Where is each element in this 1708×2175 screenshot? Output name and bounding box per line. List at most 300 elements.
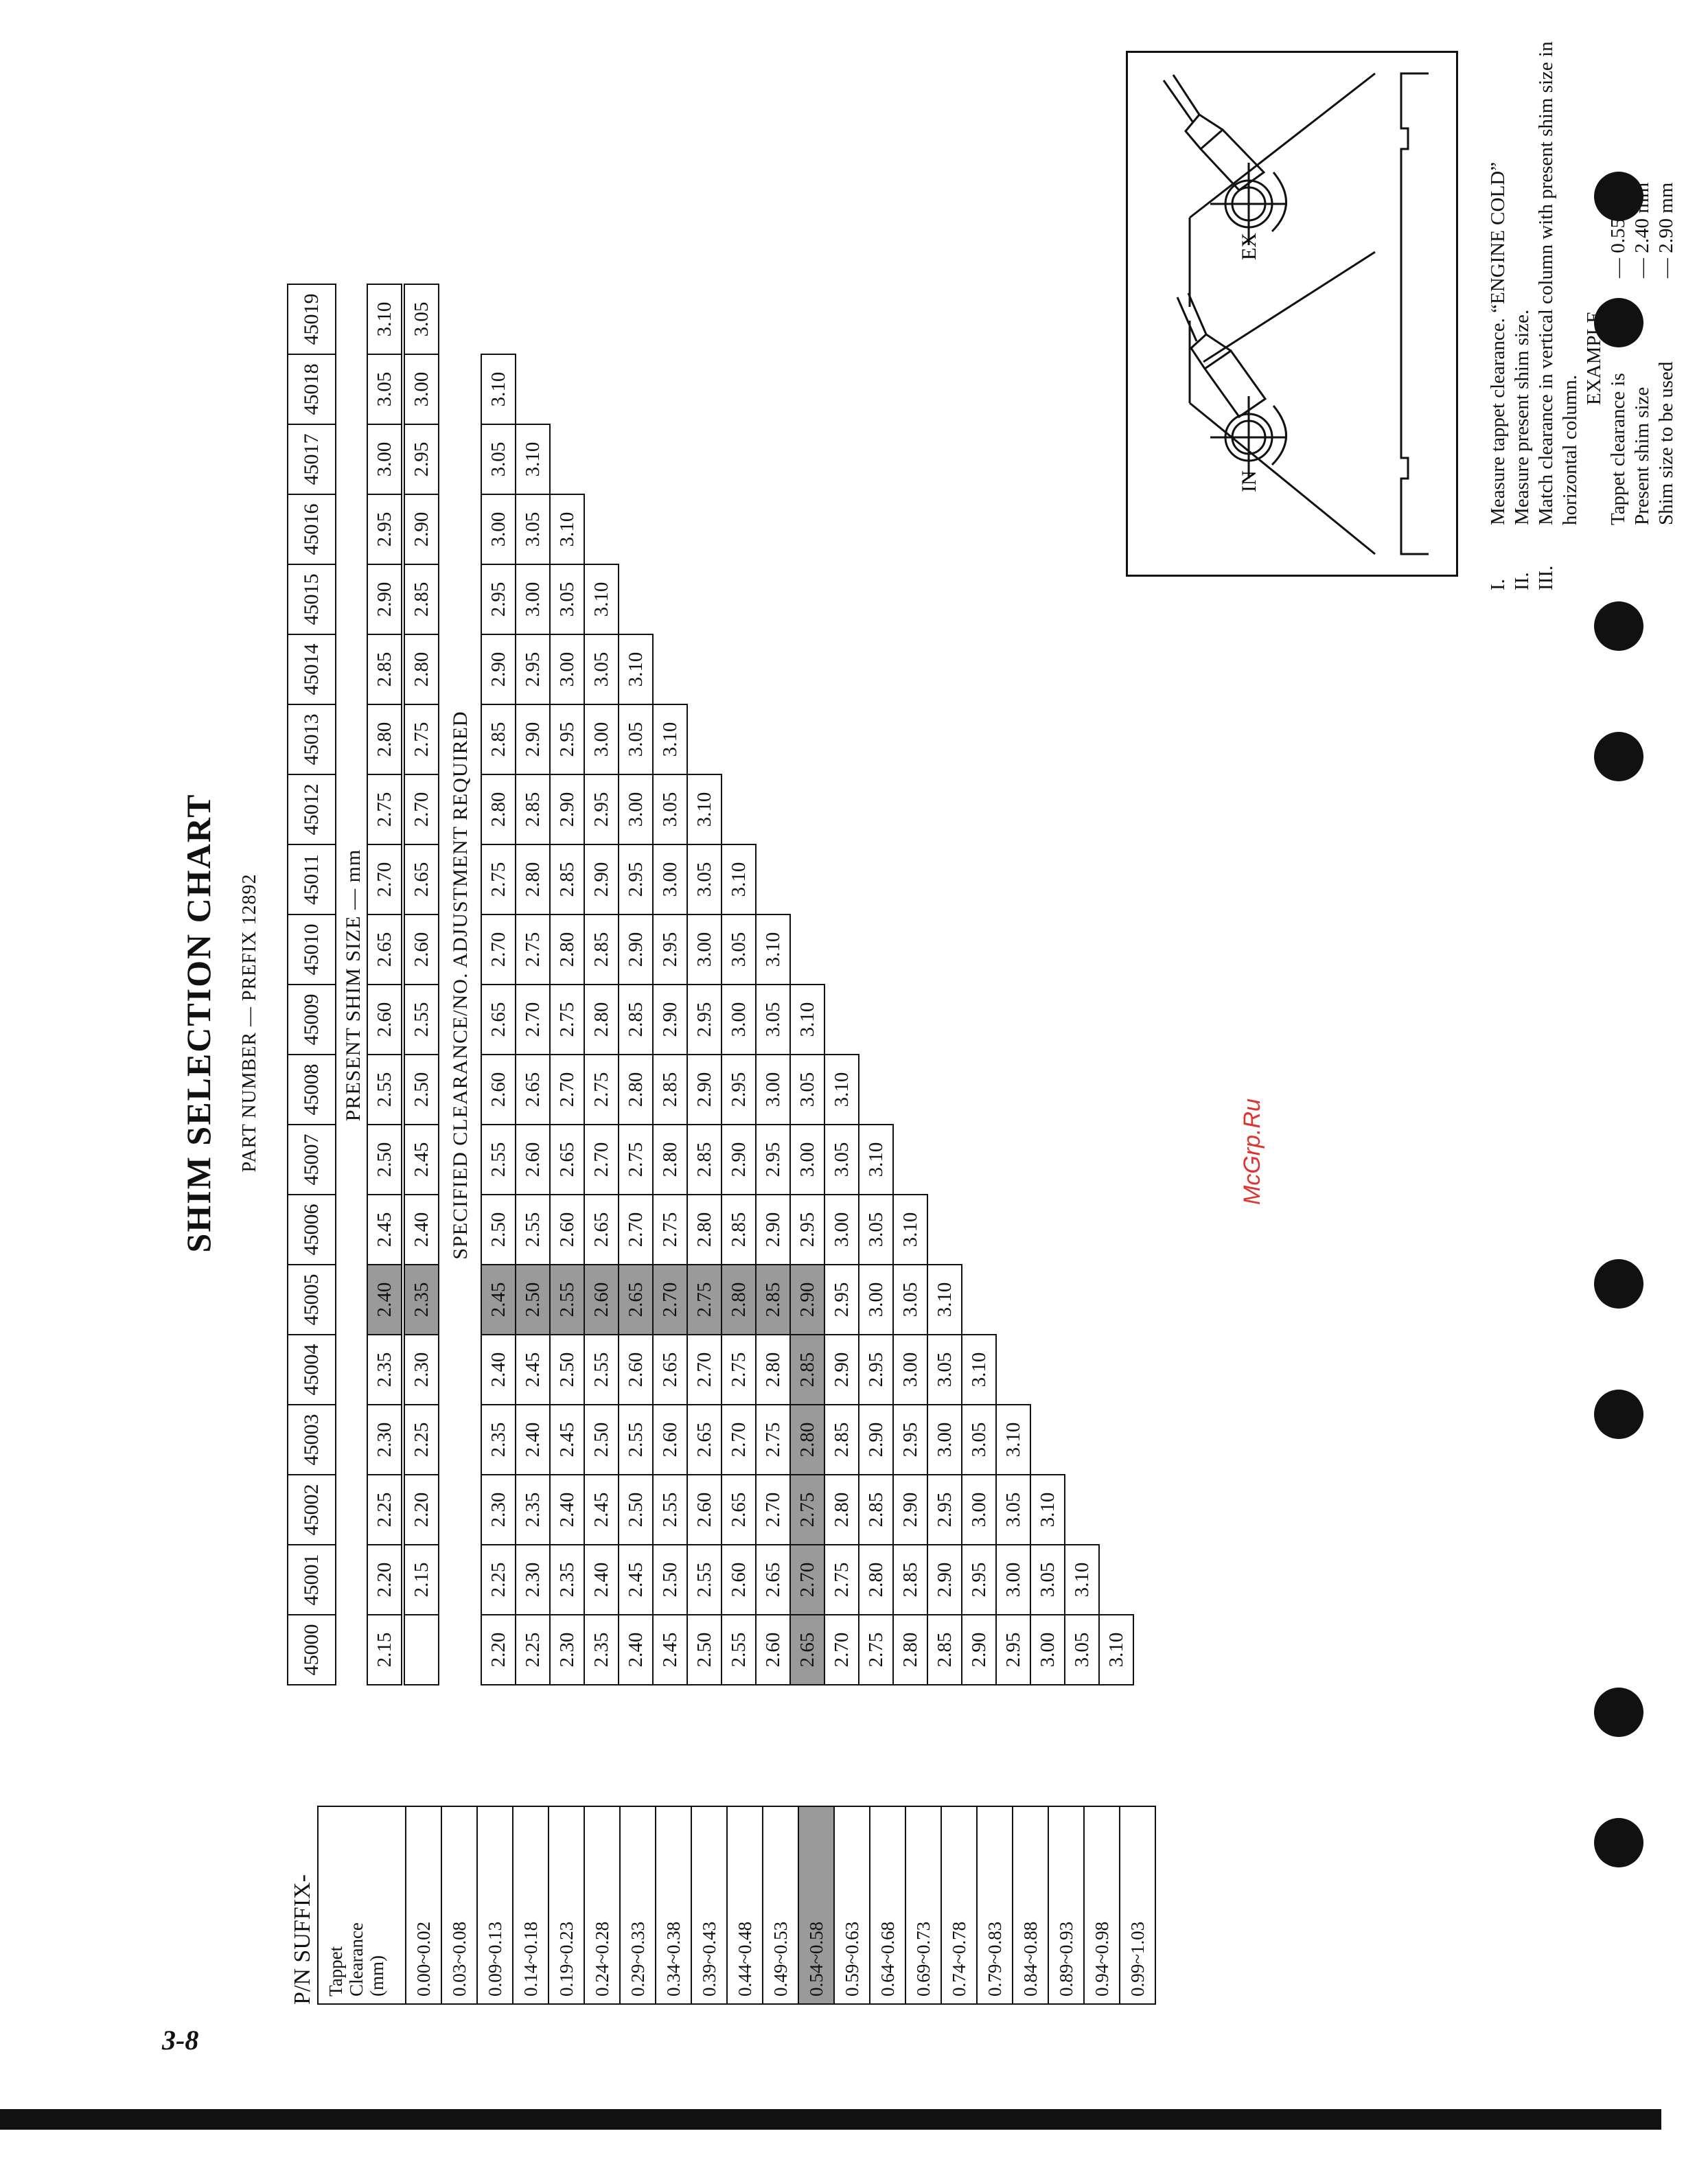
shim-cell: 3.05 [961, 1404, 997, 1475]
clearance-row [1048, 1806, 1084, 2004]
shim-cell: 2.40 [618, 1614, 654, 1685]
shim-cell: 2.20 [367, 1544, 402, 1615]
instruction-text: Measure tappet clearance. “ENGINE COLD” [1487, 162, 1509, 525]
shim-cell: 2.90 [927, 1544, 962, 1615]
suffix-header: 45007 [287, 1124, 336, 1195]
shim-cell: 2.85 [858, 1474, 894, 1545]
shim-cell: 2.75 [549, 984, 585, 1055]
shim-cell: 2.15 [367, 1614, 402, 1685]
shim-cell: 2.75 [584, 1054, 619, 1125]
shim-cell: 3.10 [549, 494, 585, 565]
clearance-row [584, 1806, 620, 2004]
shim-cell: 3.10 [961, 1334, 997, 1405]
shim-cell: 2.80 [892, 1614, 928, 1685]
shim-cell: 2.55 [515, 1194, 551, 1265]
shim-cell: 2.60 [652, 1404, 688, 1475]
shim-cell: 2.40 [367, 1264, 402, 1335]
shim-cell: 2.75 [824, 1544, 859, 1615]
shim-cell: 2.85 [927, 1614, 962, 1685]
shim-cell: 2.85 [481, 704, 516, 775]
shim-cell: 3.00 [927, 1404, 962, 1475]
shim-cell: 2.45 [549, 1404, 585, 1475]
clearance-cell: 0.69~0.73 [905, 1806, 941, 2004]
shim-cell: 2.75 [789, 1474, 825, 1545]
shim-cell: 3.10 [618, 634, 654, 705]
shim-cell: 2.60 [686, 1474, 722, 1545]
shim-cell: 3.10 [652, 704, 688, 775]
intake-label: IN [1238, 470, 1260, 492]
shim-cell: 2.75 [686, 1264, 722, 1335]
shim-cell [404, 1614, 439, 1685]
shim-cell: 2.90 [515, 704, 551, 775]
shim-cell: 2.55 [367, 1054, 402, 1125]
suffix-header: 45016 [287, 494, 336, 565]
suffix-header: 45014 [287, 634, 336, 705]
shim-cell: 3.05 [721, 914, 757, 985]
shim-cell: 3.05 [584, 634, 619, 705]
shim-cell: 2.90 [721, 1124, 757, 1195]
clearance-row [1013, 1806, 1048, 2004]
clearance-row [620, 1806, 656, 2004]
shim-cell: 3.00 [549, 634, 585, 705]
clearance-row [656, 1806, 691, 2004]
shim-cell: 3.05 [789, 1054, 825, 1125]
shim-cell: 2.60 [367, 984, 402, 1055]
clearance-row [941, 1806, 977, 2004]
shim-cell: 2.25 [404, 1404, 439, 1475]
binder-hole [1594, 1818, 1643, 1867]
shim-cell: 3.05 [515, 494, 551, 565]
clearance-cell: 0.14~0.18 [513, 1806, 549, 2004]
shim-cell: 2.95 [367, 494, 402, 565]
shim-cell: 2.50 [686, 1614, 722, 1685]
shim-cell: 2.70 [404, 774, 439, 845]
shim-cell: 3.00 [789, 1124, 825, 1195]
example-title: EXAMPLE [1583, 311, 1605, 405]
shim-cell: 2.30 [404, 1334, 439, 1405]
shim-cell: 2.35 [481, 1404, 516, 1475]
shim-cell: 3.00 [404, 354, 439, 425]
shim-cell: 2.90 [892, 1474, 928, 1545]
shim-cell: 3.05 [481, 424, 516, 495]
shim-cell: 3.10 [755, 914, 791, 985]
shim-cell: 2.65 [515, 1054, 551, 1125]
shim-cell: 2.45 [367, 1194, 402, 1265]
shim-cell: 3.00 [892, 1334, 928, 1405]
shim-cell: 2.50 [618, 1474, 654, 1545]
shim-cell: 2.25 [481, 1544, 516, 1615]
example-value: — 0.55 mm [1607, 182, 1629, 278]
shim-cell: 2.90 [824, 1334, 859, 1405]
shim-cell: 2.80 [584, 984, 619, 1055]
shim-cell: 2.85 [549, 844, 585, 915]
shim-cell: 2.85 [584, 914, 619, 985]
shim-cell: 3.10 [686, 774, 722, 845]
binder-hole [1594, 601, 1643, 651]
clearance-cell: 0.64~0.68 [870, 1806, 905, 2004]
shim-cell: 3.00 [584, 704, 619, 775]
suffix-header: 45010 [287, 914, 336, 985]
shim-cell: 2.65 [686, 1404, 722, 1475]
suffix-header: 45005 [287, 1264, 336, 1335]
shim-cell: 2.90 [584, 844, 619, 915]
binder-hole [1594, 1688, 1643, 1737]
shim-cell: 2.25 [367, 1474, 402, 1545]
clearance-cell: 0.09~0.13 [477, 1806, 513, 2004]
shim-cell: 2.80 [481, 774, 516, 845]
suffix-header: 45001 [287, 1544, 336, 1615]
shim-cell: 3.00 [995, 1544, 1031, 1615]
binder-hole [1594, 1259, 1643, 1309]
page-number: 3-8 [162, 2025, 199, 2056]
shim-cell: 2.45 [515, 1334, 551, 1405]
clearance-row [441, 1806, 477, 2004]
instruction-item [1510, 41, 1534, 590]
exhaust-label: EX [1238, 233, 1260, 260]
shim-cell: 2.80 [824, 1474, 859, 1545]
shim-cell: 2.55 [404, 984, 439, 1055]
shim-cell: 2.30 [367, 1404, 402, 1475]
suffix-header: 45019 [287, 284, 336, 355]
shim-cell: 2.95 [892, 1404, 928, 1475]
example-value: — 2.90 mm [1655, 182, 1677, 278]
clearance-cell: 0.39~0.43 [691, 1806, 727, 2004]
shim-cell: 2.40 [404, 1194, 439, 1265]
shim-cell: 2.70 [824, 1614, 859, 1685]
shim-cell: 3.05 [995, 1474, 1031, 1545]
shim-cell: 2.70 [367, 844, 402, 915]
clearance-cell: 0.74~0.78 [941, 1806, 977, 2004]
shim-cell: 2.45 [618, 1544, 654, 1615]
clearance-row [691, 1806, 727, 2004]
shim-cell: 2.60 [755, 1614, 791, 1685]
shim-cell: 2.70 [618, 1194, 654, 1265]
shim-cell: 2.60 [404, 914, 439, 985]
shim-cell: 2.85 [892, 1544, 928, 1615]
pn-suffix-label: P/N SUFFIX- [290, 1874, 315, 2005]
shim-cell: 3.05 [892, 1264, 928, 1335]
shim-cell: 2.75 [618, 1124, 654, 1195]
shim-cell: 2.55 [618, 1404, 654, 1475]
example-label: Present shim size [1631, 387, 1653, 525]
clearance-row [549, 1806, 584, 2004]
instruction-number: III. [1535, 565, 1557, 590]
example-row [1630, 41, 1654, 590]
shim-cell: 3.10 [367, 284, 402, 355]
shim-cell: 3.05 [549, 564, 585, 635]
shim-cell: 2.30 [549, 1614, 585, 1685]
shim-cell: 2.45 [584, 1474, 619, 1545]
clearance-row [513, 1806, 549, 2004]
shim-cell: 2.95 [515, 634, 551, 705]
shim-cell: 3.00 [721, 984, 757, 1055]
shim-cell: 2.50 [584, 1404, 619, 1475]
shim-cell: 2.60 [721, 1544, 757, 1615]
shim-cell: 2.60 [549, 1194, 585, 1265]
clearance-header-line: Tappet [325, 1946, 346, 1996]
instruction-text: Measure present shim size. [1511, 309, 1533, 525]
shim-cell: 2.75 [367, 774, 402, 845]
part-number-prefix: PART NUMBER — PREFIX 12892 [239, 873, 260, 1173]
clearance-cell: 0.03~0.08 [441, 1806, 477, 2004]
shim-cell: 2.95 [721, 1054, 757, 1125]
shim-cell: 2.95 [961, 1544, 997, 1615]
example-row [1606, 41, 1630, 590]
clearance-table [317, 1806, 1156, 2005]
shim-cell: 3.05 [1030, 1544, 1065, 1615]
example-label: Shim size to be used [1655, 361, 1677, 525]
shim-cell: 2.75 [515, 914, 551, 985]
shim-cell: 2.15 [404, 1544, 439, 1615]
clearance-cell: 0.49~0.53 [763, 1806, 798, 2004]
shim-cell: 3.05 [404, 284, 439, 355]
shim-cell: 2.95 [755, 1124, 791, 1195]
valve-diagram-drawing [1128, 53, 1456, 575]
instruction-item [1534, 41, 1582, 590]
shim-cell: 2.40 [481, 1334, 516, 1405]
clearance-cell: 0.19~0.23 [549, 1806, 584, 2004]
shim-cell: 2.60 [515, 1124, 551, 1195]
shim-cell: 2.45 [404, 1124, 439, 1195]
binder-hole [1594, 1390, 1643, 1439]
shim-cell: 2.50 [515, 1264, 551, 1335]
clearance-row [977, 1806, 1013, 2004]
suffix-header: 45008 [287, 1054, 336, 1125]
clearance-row [870, 1806, 905, 2004]
present-shim-size-label: PRESENT SHIM SIZE — mm [342, 849, 365, 1122]
instruction-number: I. [1487, 579, 1509, 590]
shim-cell: 2.80 [404, 634, 439, 705]
shim-cell: 2.55 [686, 1544, 722, 1615]
clearance-cell: 0.24~0.28 [584, 1806, 620, 2004]
instruction-text: Match clearance in vertical column with present shim size in horizontal column. [1535, 41, 1581, 525]
shim-cell: 2.70 [584, 1124, 619, 1195]
clearance-row [798, 1806, 834, 2004]
shim-cell: 2.90 [755, 1194, 791, 1265]
clearance-header-line: Clearance [346, 1922, 367, 1996]
clearance-row [1084, 1806, 1120, 2004]
suffix-header: 45002 [287, 1474, 336, 1545]
shim-cell: 2.95 [995, 1614, 1031, 1685]
shim-cell: 2.65 [652, 1334, 688, 1405]
example-value: — 2.40 mm [1631, 182, 1653, 278]
suffix-header: 45015 [287, 564, 336, 635]
shim-cell: 2.50 [481, 1194, 516, 1265]
shim-cell: 2.60 [584, 1264, 619, 1335]
shim-cell: 2.75 [652, 1194, 688, 1265]
shim-cell: 2.65 [481, 984, 516, 1055]
shim-cell: 2.70 [686, 1334, 722, 1405]
shim-cell: 2.75 [721, 1334, 757, 1405]
shim-cell: 2.40 [515, 1404, 551, 1475]
suffix-header: 45003 [287, 1404, 336, 1475]
shim-cell: 2.85 [652, 1054, 688, 1125]
shim-cell: 2.50 [549, 1334, 585, 1405]
clearance-row [905, 1806, 941, 2004]
shim-cell: 3.05 [652, 774, 688, 845]
shim-cell: 2.80 [367, 704, 402, 775]
shim-cell: 2.45 [652, 1614, 688, 1685]
clearance-cell: 0.54~0.58 [798, 1806, 834, 2004]
shim-cell: 2.90 [367, 564, 402, 635]
suffix-header: 45013 [287, 704, 336, 775]
shim-cell: 2.70 [755, 1474, 791, 1545]
shim-cell: 2.50 [367, 1124, 402, 1195]
shim-cell: 2.65 [549, 1124, 585, 1195]
shim-cell: 2.95 [404, 424, 439, 495]
rotated-page [137, 41, 1677, 2005]
shim-cell: 3.10 [858, 1124, 894, 1195]
clearance-header-line: (mm) [367, 1955, 387, 1996]
example-label: Tappet clearance is [1607, 373, 1629, 525]
shim-cell: 2.20 [481, 1614, 516, 1685]
clearance-cell: 0.89~0.93 [1048, 1806, 1084, 2004]
shim-cell: 2.50 [652, 1544, 688, 1615]
clearance-header [318, 1806, 406, 2004]
shim-cell: 2.80 [686, 1194, 722, 1265]
clearance-cell: 0.00~0.02 [406, 1806, 441, 2004]
shim-cell: 2.80 [515, 844, 551, 915]
shim-cell: 2.20 [404, 1474, 439, 1545]
shim-cell: 2.75 [755, 1404, 791, 1475]
shim-cell: 3.00 [755, 1054, 791, 1125]
shim-cell: 2.95 [686, 984, 722, 1055]
shim-cell: 2.40 [549, 1474, 585, 1545]
shim-cell: 2.30 [515, 1544, 551, 1615]
shim-cell: 2.95 [824, 1264, 859, 1335]
shim-cell: 2.75 [858, 1614, 894, 1685]
clearance-row [1120, 1806, 1155, 2004]
clearance-cell: 0.79~0.83 [977, 1806, 1013, 2004]
shim-cell: 3.00 [481, 494, 516, 565]
shim-cell: 3.10 [1064, 1544, 1100, 1615]
suffix-header: 45017 [287, 424, 336, 495]
shim-cell: 2.90 [652, 984, 688, 1055]
shim-cell: 2.95 [789, 1194, 825, 1265]
shim-cell: 3.00 [961, 1474, 997, 1545]
shim-cell: 2.95 [549, 704, 585, 775]
shim-cell: 2.30 [481, 1474, 516, 1545]
shim-cell: 2.35 [404, 1264, 439, 1335]
shim-cell: 3.05 [1064, 1614, 1100, 1685]
shim-cell: 2.65 [755, 1544, 791, 1615]
shim-cell: 2.95 [858, 1334, 894, 1405]
shim-cell: 2.70 [652, 1264, 688, 1335]
shim-cell: 3.00 [652, 844, 688, 915]
shim-cell: 2.95 [652, 914, 688, 985]
shim-cell: 3.00 [367, 424, 402, 495]
shim-cell: 2.70 [481, 914, 516, 985]
clearance-cell: 0.34~0.38 [656, 1806, 691, 2004]
watermark: McGrp.Ru [1239, 1098, 1265, 1205]
shim-cell: 2.85 [824, 1404, 859, 1475]
instructions [1486, 41, 1678, 590]
clearance-row [477, 1806, 513, 2004]
shim-cell: 2.35 [584, 1614, 619, 1685]
shim-cell: 2.65 [584, 1194, 619, 1265]
shim-cell: 2.85 [755, 1264, 791, 1335]
shim-cell: 2.60 [481, 1054, 516, 1125]
clearance-cell: 0.59~0.63 [834, 1806, 870, 2004]
shim-cell: 2.80 [549, 914, 585, 985]
shim-cell: 3.10 [515, 424, 551, 495]
shim-cell: 3.05 [755, 984, 791, 1055]
shim-cell: 2.65 [404, 844, 439, 915]
shim-cell: 2.50 [404, 1054, 439, 1125]
shim-cell: 2.95 [618, 844, 654, 915]
shim-cell: 3.05 [618, 704, 654, 775]
shim-cell: 2.80 [652, 1124, 688, 1195]
shim-cell: 3.00 [686, 914, 722, 985]
shim-cell: 3.05 [858, 1194, 894, 1265]
shim-cell: 2.45 [481, 1264, 516, 1335]
clearance-body [406, 1806, 1155, 2004]
shim-cell: 2.55 [721, 1614, 757, 1685]
clearance-row [763, 1806, 798, 2004]
shim-cell: 2.85 [721, 1194, 757, 1265]
shim-cell: 2.90 [404, 494, 439, 565]
shim-cell: 3.10 [1030, 1474, 1065, 1545]
shim-cell: 2.85 [404, 564, 439, 635]
shim-cell: 2.55 [652, 1474, 688, 1545]
clearance-row [406, 1806, 441, 2004]
shim-cell: 2.80 [721, 1264, 757, 1335]
valve-diagram [1126, 51, 1458, 577]
shim-cell: 3.00 [858, 1264, 894, 1335]
clearance-row [834, 1806, 870, 2004]
shim-cell: 3.00 [1030, 1614, 1065, 1685]
shim-cell: 2.80 [789, 1404, 825, 1475]
shim-cell: 3.10 [789, 984, 825, 1055]
shim-cell: 2.75 [404, 704, 439, 775]
shim-cell: 2.90 [481, 634, 516, 705]
shim-cell: 2.80 [618, 1054, 654, 1125]
shim-cell: 3.10 [824, 1054, 859, 1125]
shim-cell: 2.70 [549, 1054, 585, 1125]
shim-cell: 2.55 [584, 1334, 619, 1405]
shim-cell: 3.10 [584, 564, 619, 635]
shim-cell: 2.90 [549, 774, 585, 845]
instruction-item [1486, 41, 1510, 590]
shim-cell: 2.75 [481, 844, 516, 915]
shim-cell: 2.40 [584, 1544, 619, 1615]
shim-cell: 2.85 [618, 984, 654, 1055]
shim-cell: 3.10 [995, 1404, 1031, 1475]
example-row [1654, 41, 1678, 590]
shim-cell: 2.90 [618, 914, 654, 985]
shim-cell: 3.05 [927, 1334, 962, 1405]
shim-cell: 2.35 [367, 1334, 402, 1405]
shim-cell: 2.55 [549, 1264, 585, 1335]
suffix-header: 45018 [287, 354, 336, 425]
shim-cell: 3.10 [721, 844, 757, 915]
shim-cell: 2.70 [789, 1544, 825, 1615]
suffix-header: 45009 [287, 984, 336, 1055]
clearance-cell: 0.44~0.48 [727, 1806, 763, 2004]
shim-cell: 3.10 [1098, 1614, 1134, 1685]
instruction-number: II. [1511, 572, 1533, 590]
suffix-header: 45011 [287, 844, 336, 915]
chart-title: SHIM SELECTION CHART [179, 793, 218, 1253]
shim-cell: 2.85 [789, 1334, 825, 1405]
suffix-header: 45004 [287, 1334, 336, 1405]
shim-cell: 2.70 [515, 984, 551, 1055]
shim-cell: 2.85 [515, 774, 551, 845]
clearance-cell: 0.99~1.03 [1120, 1806, 1155, 2004]
shim-cell: 2.90 [686, 1054, 722, 1125]
shim-cell: 3.10 [481, 354, 516, 425]
shim-cell: 3.00 [824, 1194, 859, 1265]
